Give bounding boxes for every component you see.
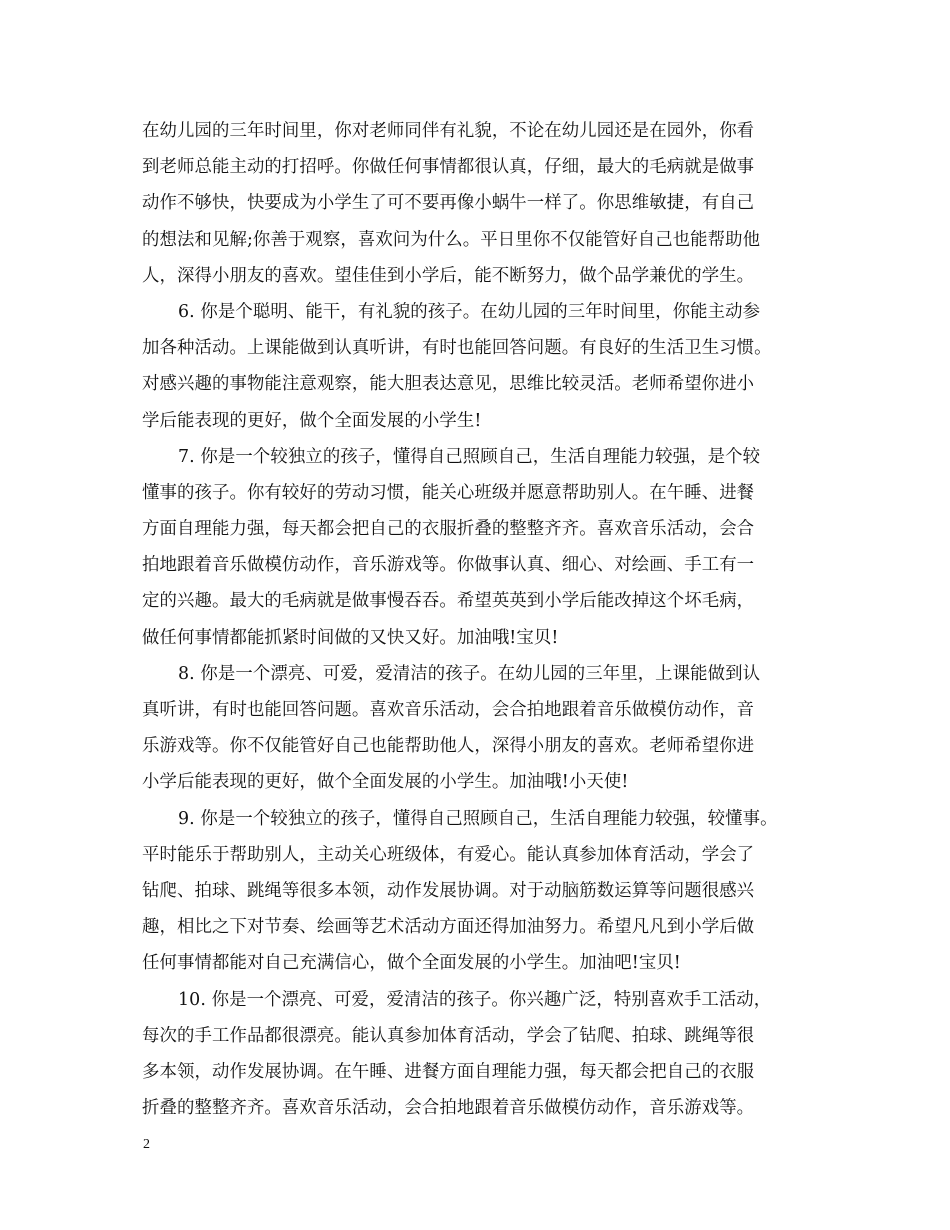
text-line: 方面自理能力强，每天都会把自己的衣服折叠的整整齐齐。喜欢音乐活动，会合 — [142, 519, 755, 540]
text-line: 到老师总能主动的打招呼。你做任何事情都很认真，仔细，最大的毛病就是做事 — [142, 157, 755, 178]
text-line: 拍地跟着音乐做模仿动作，音乐游戏等。你做事认真、细心、对绘画、手工有一 — [142, 555, 755, 576]
page-number: 2 — [143, 1137, 150, 1152]
text-line: 学后能表现的更好，做个全面发展的小学生! — [142, 410, 482, 431]
paragraph-10-first-line: 10. 你是一个漂亮、可爱，爱清洁的孩子。你兴趣广泛，特别喜欢手工活动， — [178, 989, 772, 1010]
text-line: 对感兴趣的事物能注意观察，能大胆表达意见，思维比较灵活。老师希望你进小 — [142, 374, 755, 395]
text-line: 动作不够快，快要成为小学生了可不要再像小蜗牛一样了。你思维敏捷，有自己 — [142, 193, 755, 214]
text-line: 真听讲，有时也能回答问题。喜欢音乐活动，会合拍地跟着音乐做模仿动作，音 — [142, 700, 755, 720]
text-line: 平时能乐于帮助别人，主动关心班级体，有爱心。能认真参加体育活动，学会了 — [142, 844, 755, 865]
paragraph-9-first-line: 9. 你是一个较独立的孩子，懂得自己照顾自己，生活自理能力较强，较懂事。 — [178, 808, 778, 829]
paragraph-8-first-line: 8. 你是一个漂亮、可爱，爱清洁的孩子。在幼儿园的三年里，上课能做到认 — [178, 663, 761, 684]
text-line: 定的兴趣。最大的毛病就是做事慢吞吞。希望英英到小学后能改掉这个坏毛病， — [142, 591, 755, 612]
text-line: 懂事的孩子。你有较好的劳动习惯，能关心班级并愿意帮助别人。在午睡、进餐 — [142, 482, 755, 503]
paragraph-6-first-line: 6. 你是个聪明、能干，有礼貌的孩子。在幼儿园的三年时间里，你能主动参 — [178, 301, 761, 322]
text-line: 多本领，动作发展协调。在午睡、进餐方面自理能力强，每天都会把自己的衣服 — [142, 1061, 755, 1082]
text-line: 加各种活动。上课能做到认真听讲，有时也能回答问题。有良好的生活卫生习惯。 — [142, 338, 772, 359]
text-line: 折叠的整整齐齐。喜欢音乐活动，会合拍地跟着音乐做模仿动作，音乐游戏等。 — [142, 1098, 755, 1119]
text-line: 人，深得小朋友的喜欢。望佳佳到小学后，能不断努力，做个品学兼优的学生。 — [142, 265, 755, 286]
text-line: 小学后能表现的更好，做个全面发展的小学生。加油哦!小天使! — [142, 772, 629, 793]
text-line: 钻爬、拍球、跳绳等很多本领，动作发展协调。对于动脑筋数运算等问题很感兴 — [142, 880, 755, 901]
paragraph-7-first-line: 7. 你是一个较独立的孩子，懂得自己照顾自己，生活自理能力较强，是个较 — [178, 446, 761, 467]
text-line: 趣，相比之下对节奏、绘画等艺术活动方面还得加油努力。希望凡凡到小学后做 — [142, 917, 755, 938]
text-line: 任何事情都能对自己充满信心，做个全面发展的小学生。加油吧!宝贝! — [142, 953, 681, 974]
text-line: 做任何事情都能抓紧时间做的又快又好。加油哦!宝贝! — [142, 627, 559, 648]
document-body — [142, 113, 818, 1126]
text-line: 每次的手工作品都很漂亮。能认真参加体育活动，学会了钻爬、拍球、跳绳等很 — [142, 1025, 755, 1046]
text-line: 的想法和见解;你善于观察，喜欢问为什么。平日里你不仅能管好自己也能帮助他 — [142, 229, 761, 250]
text-line: 乐游戏等。你不仅能管好自己也能帮助他人，深得小朋友的喜欢。老师希望你进 — [142, 736, 755, 757]
text-line: 在幼儿园的三年时间里，你对老师同伴有礼貌，不论在幼儿园还是在园外，你看 — [142, 121, 755, 141]
